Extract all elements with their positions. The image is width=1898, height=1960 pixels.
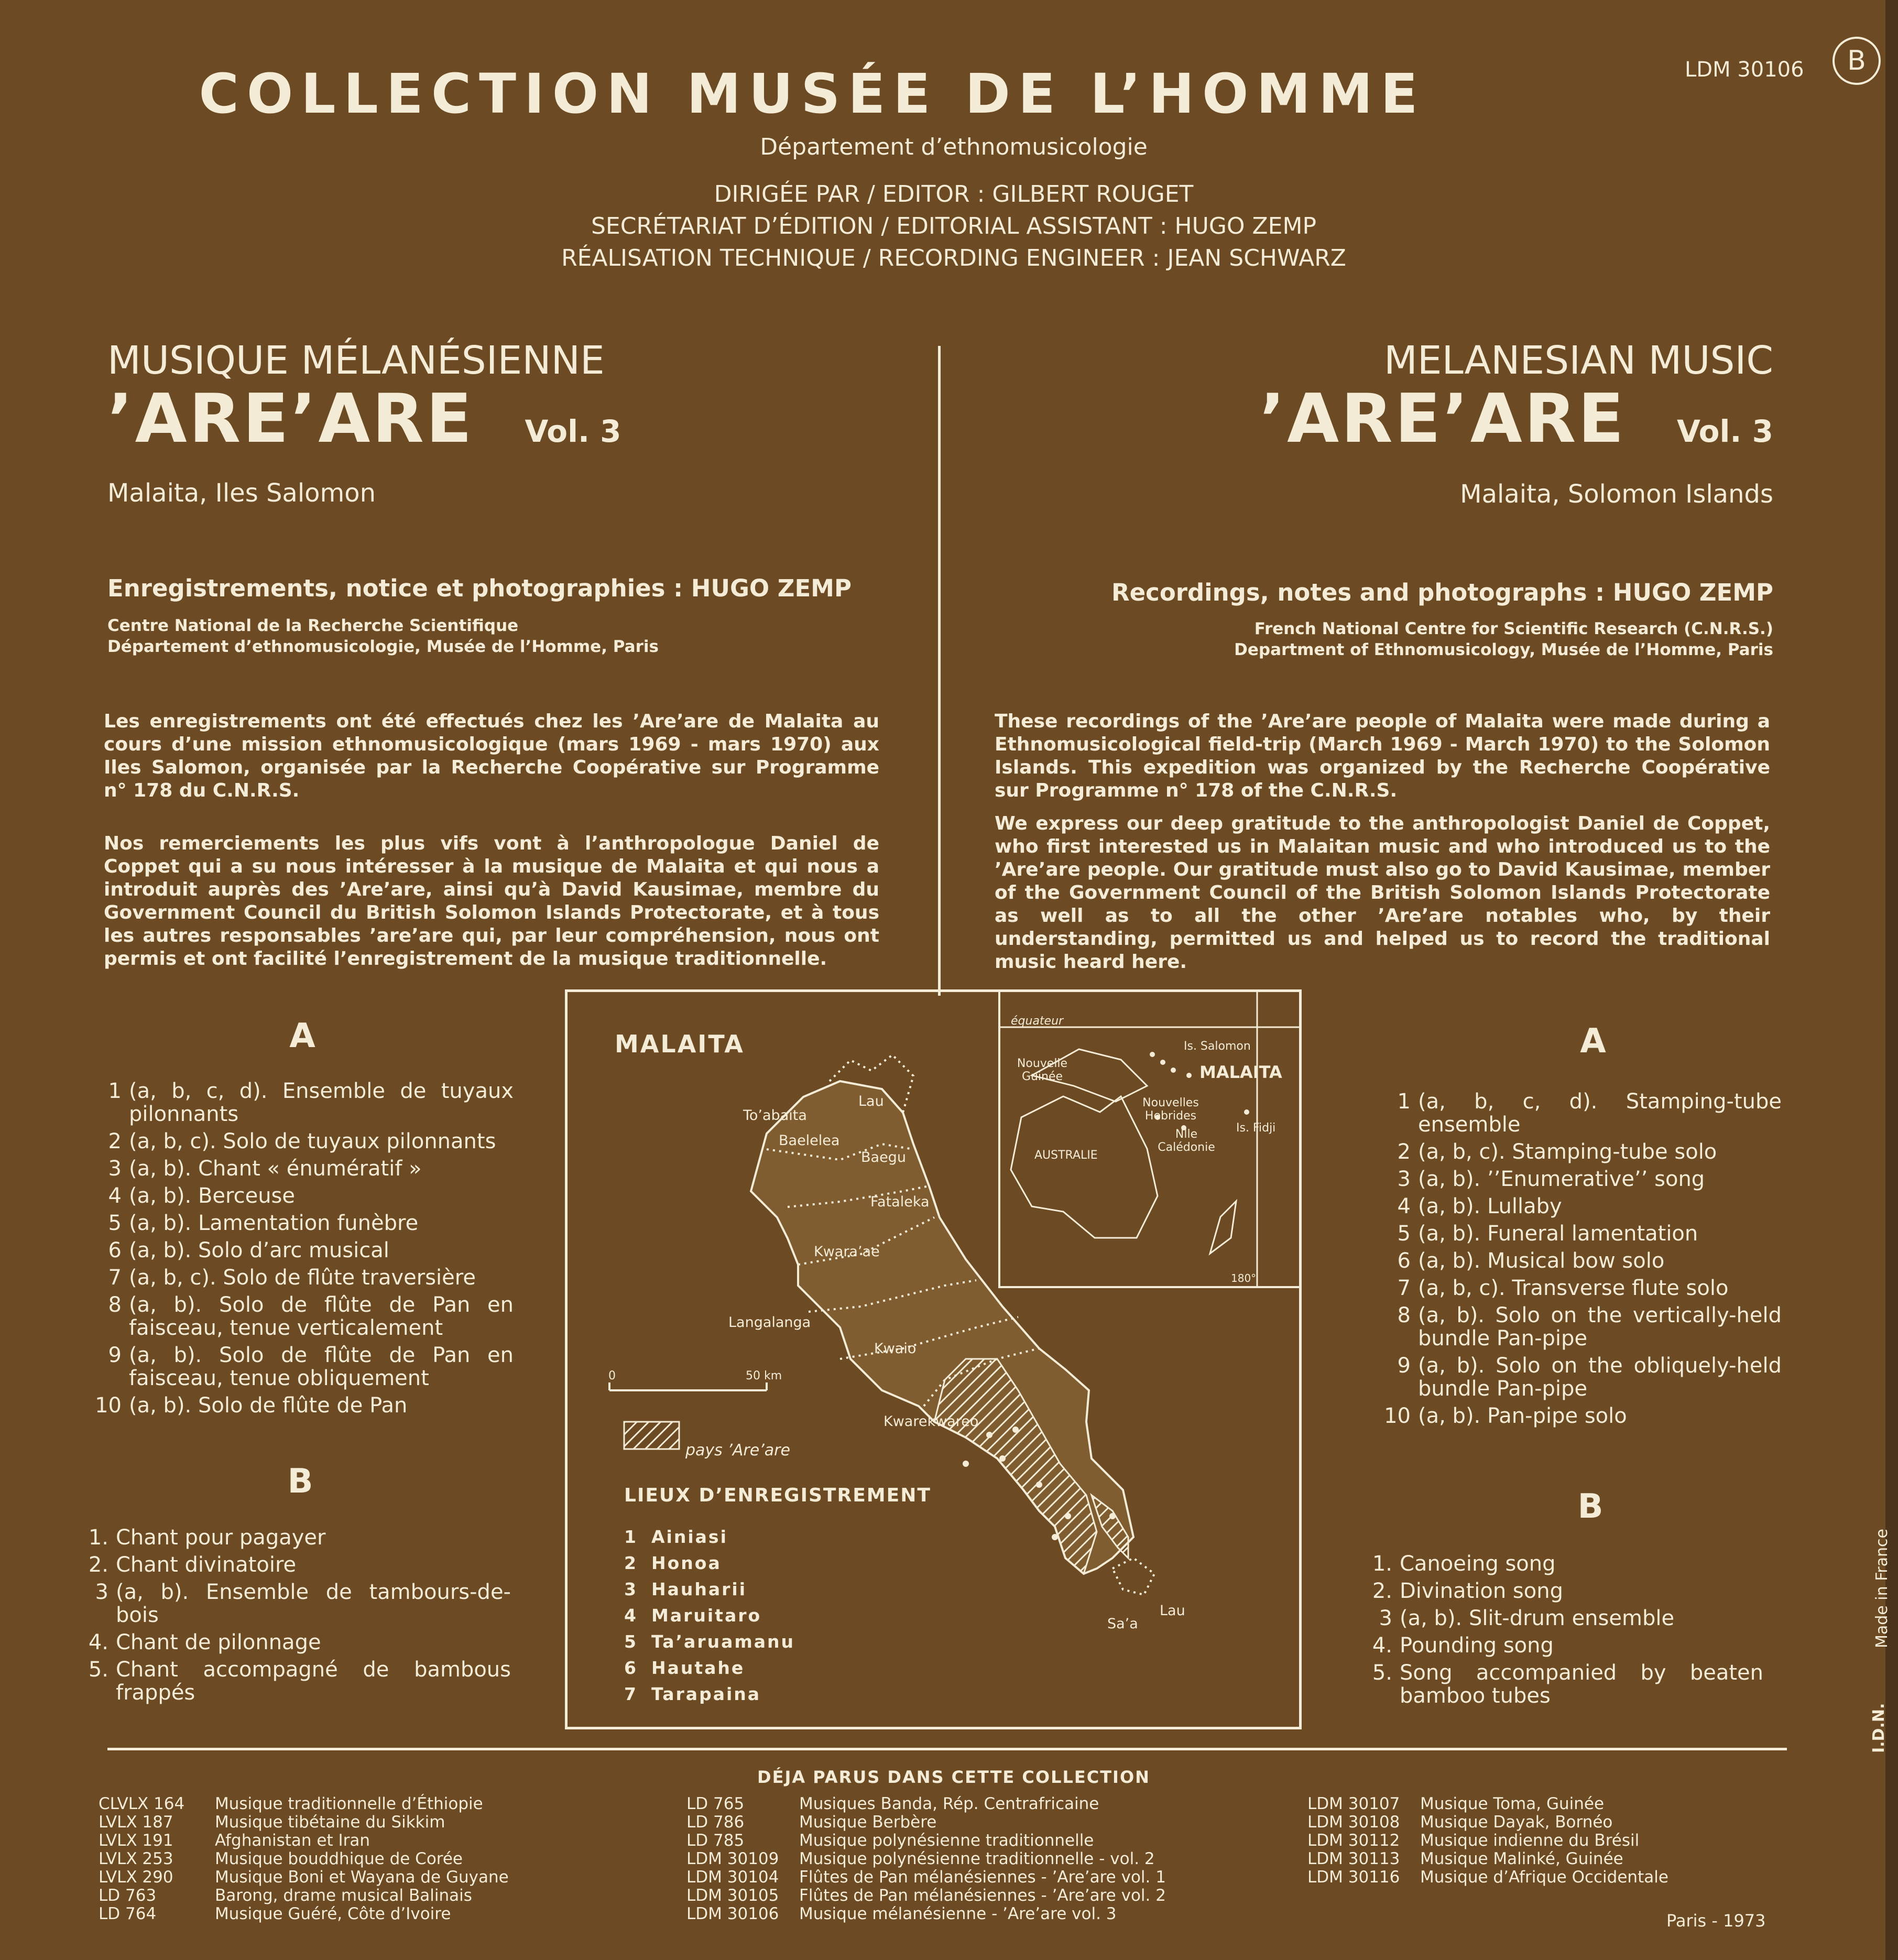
catalog-entry (99, 1850, 509, 1868)
track-item (1383, 1249, 1782, 1272)
recording-site (624, 1576, 795, 1603)
fr-credit: Enregistrements, notice et photographies : HUGO ZEMP (107, 574, 852, 602)
fr-institution-line: Département d’ethnomusicologie, Musée de l’Homme, Paris (107, 637, 659, 656)
catalog-entry-title: Flûtes de Pan mélanésiennes - ’Are’are vol. 1 (799, 1868, 1166, 1887)
recording-site (624, 1655, 795, 1681)
catalog-entry-number: LD 765 (686, 1794, 745, 1813)
fr-institution (107, 615, 659, 657)
catalog-entry (1307, 1868, 1668, 1887)
catalog-entry-number: LDM 30105 (686, 1886, 779, 1905)
inset-guinea: Nouvelle Guinée (1017, 1057, 1068, 1083)
track-number: 3 (1379, 1606, 1392, 1630)
track-number: 1. (1372, 1552, 1392, 1576)
track-number: 10 (1384, 1404, 1411, 1428)
track-number: 5. (88, 1658, 108, 1682)
inset-map-drawing (1000, 992, 1300, 1286)
fr-location: Malaita, Iles Salomon (107, 478, 376, 508)
fr-subtitle: MUSIQUE MÉLANÉSIENNE (107, 338, 605, 383)
track-title: Song accompanied by beaten bamboo tubes (1400, 1661, 1763, 1708)
track-number: 4 (108, 1184, 122, 1208)
recording-site (624, 1603, 795, 1629)
catalog-entry-title: Musique Boni et Wayana de Guyane (215, 1868, 509, 1887)
track-title: (a, b). Slit-drum ensemble (1400, 1606, 1675, 1630)
catalog-entry-title: Musique polynésienne traditionnelle - vol. 2 (799, 1849, 1155, 1868)
site-name: Hautahe (651, 1658, 745, 1678)
inset-hebrides: Nouvelles Hebrides (1142, 1096, 1199, 1123)
track-number: 1 (1397, 1090, 1411, 1114)
catalog-entry (99, 1905, 509, 1923)
en-institution (1234, 618, 1773, 660)
track-item (1365, 1607, 1763, 1630)
track-item (81, 1581, 511, 1627)
made-in: Made in France (1873, 1529, 1891, 1648)
catalog-entry-number: LDM 30107 (1307, 1794, 1400, 1813)
catalog-entry-title: Afghanistan et Iran (215, 1831, 370, 1850)
track-item (94, 1293, 514, 1340)
map-region-label: Lau (858, 1093, 884, 1109)
catalog-entry (1307, 1832, 1668, 1850)
catalog-entry (99, 1868, 509, 1887)
map-region-label: To’abaita (743, 1107, 807, 1124)
track-item (81, 1526, 511, 1549)
site-number: 4 (624, 1605, 638, 1626)
catalog-column-3 (1307, 1795, 1668, 1887)
catalog-entry-title: Musique Toma, Guinée (1420, 1794, 1605, 1813)
map-region-label: Baegu (861, 1149, 906, 1166)
catalog-entry-number: LD 785 (686, 1831, 745, 1850)
track-item (81, 1658, 511, 1704)
catalog-entry-title: Musique Guéré, Côte d’Ivoire (215, 1904, 451, 1923)
catalog-entry (686, 1868, 1166, 1887)
track-item (1383, 1140, 1782, 1163)
catalog-entry-title: Musiques Banda, Rép. Centrafricaine (799, 1794, 1099, 1813)
catalog-entry-title: Musique tibétaine du Sikkim (215, 1813, 445, 1832)
track-title: (a, b). Solo de flûte de Pan en faisceau, tenue verticalement (129, 1293, 514, 1340)
track-item (1383, 1168, 1782, 1191)
catalog-entry (686, 1905, 1166, 1923)
track-number: 4. (1372, 1634, 1392, 1658)
site-name: Ta’aruamanu (651, 1631, 795, 1652)
track-item (1383, 1304, 1782, 1350)
map-region-label: Lau (1160, 1603, 1185, 1619)
track-number: 1. (88, 1526, 108, 1550)
en-volume: Vol. 3 (1676, 413, 1773, 449)
catalog-entry-number: LDM 30106 (686, 1904, 779, 1923)
track-number: 5 (1397, 1222, 1411, 1246)
catalog-entry (99, 1887, 509, 1905)
en-album: ’ARE’ARE (1259, 380, 1626, 458)
map-region-label: Fataleka (870, 1194, 930, 1210)
catalog-entry (686, 1850, 1166, 1868)
track-number: 1 (108, 1079, 122, 1103)
track-number: 7 (1397, 1276, 1411, 1300)
catalog-entry (99, 1813, 509, 1832)
track-title: Canoeing song (1400, 1552, 1556, 1576)
catalog-entry-number: CLVLX 164 (99, 1794, 185, 1813)
catalog-entry-title: Musique mélanésienne - ’Are’are vol. 3 (799, 1904, 1117, 1923)
track-number: 4 (1397, 1194, 1411, 1218)
site-name: Tarapaina (651, 1684, 761, 1704)
track-item (1383, 1222, 1782, 1245)
track-item (1365, 1661, 1763, 1707)
catalog-entry-title: Musique traditionnelle d’Éthiopie (215, 1794, 483, 1813)
map-region-label: Kwarekwareo (883, 1413, 979, 1430)
side-badge: B (1832, 37, 1881, 85)
credit-line: RÉALISATION TECHNIQUE / RECORDING ENGINEER : JEAN SCHWARZ (561, 245, 1346, 271)
track-item (94, 1239, 514, 1262)
catalog-heading: DÉJA PARUS DANS CETTE COLLECTION (757, 1767, 1150, 1787)
scale-end: 50 km (746, 1369, 782, 1382)
credits (0, 178, 1898, 274)
track-title: Pounding song (1400, 1634, 1554, 1658)
catalog-entry (99, 1832, 509, 1850)
catalog-entry (686, 1813, 1166, 1832)
track-item (1383, 1090, 1782, 1136)
track-title: (a, b, c). Solo de tuyaux pilonnants (129, 1129, 496, 1153)
track-number: 8 (108, 1293, 122, 1317)
track-number: 8 (1397, 1303, 1411, 1327)
site-name: Maruitaro (651, 1605, 762, 1626)
catalog-entry-number: LDM 30108 (1307, 1813, 1400, 1832)
recording-site (624, 1550, 795, 1576)
site-name: Hauharii (651, 1579, 747, 1599)
track-title: Chant pour pagayer (116, 1526, 326, 1550)
catalog-entry (99, 1795, 509, 1813)
track-title: (a, b). Musical bow solo (1418, 1249, 1665, 1273)
track-title: (a, b). Solo de flûte de Pan en faisceau, tenue obliquement (129, 1343, 514, 1390)
en-subtitle: MELANESIAN MUSIC (1383, 338, 1773, 383)
legend-swatch (624, 1422, 679, 1449)
legend-label: pays ’Are’are (685, 1441, 790, 1460)
place-date: Paris - 1973 (1666, 1911, 1766, 1931)
sites-title: LIEUX D’ENREGISTREMENT (624, 1485, 931, 1506)
printer-mark: I.D.N. (1870, 1703, 1888, 1753)
inset-equator: équateur (1011, 1015, 1064, 1028)
track-title: (a, b). Lamentation funèbre (129, 1211, 419, 1235)
department: Département d’ethnomusicologie (760, 134, 1148, 160)
track-item (94, 1212, 514, 1235)
catalog-entry (686, 1795, 1166, 1813)
fr-album: ’ARE’ARE (107, 380, 474, 458)
track-title: (a, b, c). Transverse flute solo (1418, 1276, 1729, 1300)
track-title: (a, b). Solo d’arc musical (129, 1238, 389, 1262)
catalog-entry-number: LDM 30116 (1307, 1868, 1400, 1887)
track-title: (a, b). Lullaby (1418, 1194, 1562, 1218)
catalog-entry-title: Barong, drame musical Balinais (215, 1886, 472, 1905)
track-title: Chant de pilonnage (116, 1630, 321, 1654)
track-item (94, 1344, 514, 1390)
map-title: MALAITA (615, 1030, 745, 1058)
site-name: Honoa (651, 1553, 722, 1573)
fr-side-b-list (81, 1526, 511, 1708)
track-number: 6 (1397, 1249, 1411, 1273)
scale-bar (609, 1382, 767, 1390)
inset-australia: AUSTRALIE (1034, 1149, 1098, 1162)
en-credit: Recordings, notes and photographs : HUGO ZEMP (1111, 579, 1773, 606)
catalog-entry (686, 1832, 1166, 1850)
catalog-column-1 (99, 1795, 509, 1923)
catalog-entry-title: Musique Malinké, Guinée (1420, 1849, 1623, 1868)
en-location: Malaita, Solomon Islands (1460, 480, 1773, 509)
track-item (94, 1266, 514, 1289)
map-region-label: Baelelea (779, 1133, 840, 1149)
en-paragraph-2: We express our deep gratitude to the anthropologist Daniel de Coppet, who first interested us in Malaitan music and who introduced us to the ’Are’are people. Our gratitude must also go to David Kausimae, member of the Government Council of the British Solomon Islands Protectorate as well as to all the other ’Are’are notables who, by their understanding, permitted us and helped us to record the traditional music heard here. (995, 813, 1770, 973)
track-item (94, 1080, 514, 1126)
track-item (1383, 1277, 1782, 1300)
en-side-a-heading: A (1580, 1022, 1606, 1061)
track-title: (a, b). Chant « énumératif » (129, 1157, 422, 1181)
track-title: (a, b). Solo on the obliquely-held bundle Pan-pipe (1418, 1354, 1782, 1401)
sleeve-edge (1885, 0, 1898, 1960)
track-item (81, 1553, 511, 1576)
track-number: 6 (108, 1238, 122, 1262)
track-title: Chant accompagné de bambous frappés (116, 1658, 511, 1705)
catalog-entry (686, 1887, 1166, 1905)
catalog-number: LDM 30106 (1685, 58, 1804, 82)
track-number: 9 (1397, 1354, 1411, 1378)
en-institution-line: Department of Ethnomusicology, Musée de l’Homme, Paris (1234, 640, 1773, 659)
inset-solomon: Is. Salomon (1184, 1040, 1251, 1053)
en-album-title (1259, 380, 1773, 458)
track-number: 2 (108, 1129, 122, 1153)
track-item (1365, 1580, 1763, 1603)
track-title: (a, b, c). Solo de flûte traversière (129, 1266, 476, 1290)
en-paragraph-1: These recordings of the ’Are’are people of Malaita were made during a Ethnomusicological field-trip (March 1969 - March 1970) to the Solomon Islands. This expedition was organized by the Recherche Coopérative sur Programme n° 178 of the C.N.R.S. (995, 711, 1770, 801)
inset-meridian: 180° (1231, 1272, 1257, 1284)
track-item (1383, 1195, 1782, 1218)
track-title: (a, b, c). Stamping-tube solo (1418, 1140, 1717, 1164)
track-number: 7 (108, 1266, 122, 1290)
catalog-entry-number: LD 763 (99, 1886, 157, 1905)
sites-list (624, 1524, 795, 1707)
catalog-column-2 (686, 1795, 1166, 1923)
fr-side-a-heading: A (289, 1017, 315, 1055)
catalog-entry-title: Musique indienne du Brésil (1420, 1831, 1640, 1850)
inset-fiji: Is. Fidji (1236, 1121, 1276, 1135)
inset-malaita: MALAITA (1199, 1062, 1282, 1082)
catalog-entry-title: Musique bouddhique de Corée (215, 1849, 463, 1868)
recording-site (624, 1524, 795, 1550)
fr-paragraph-1: Les enregistrements ont été effectués chez les ’Are’are de Malaita au cours d’une mission ethnomusicologique (mars 1969 - mars 1970) aux Iles Salomon, organisée par la Recherche Coopérative sur Programme n° 178 du C.N.R.S. (104, 711, 879, 801)
site-number: 6 (624, 1658, 638, 1678)
en-side-b-heading: B (1577, 1487, 1604, 1526)
track-number: 5. (1372, 1661, 1392, 1685)
track-title: (a, b). ’’Enumerative’’ song (1418, 1167, 1705, 1191)
catalog-entry-number: LDM 30104 (686, 1868, 779, 1887)
track-number: 2. (1372, 1579, 1392, 1603)
track-title: Divination song (1400, 1579, 1563, 1603)
track-number: 3 (1397, 1167, 1411, 1191)
catalog-entry-number: LD 786 (686, 1813, 745, 1832)
fr-volume: Vol. 3 (525, 413, 621, 449)
catalog-entry (1307, 1795, 1668, 1813)
track-number: 5 (108, 1211, 122, 1235)
track-title: (a, b). Pan-pipe solo (1418, 1404, 1627, 1428)
catalog-entry-number: LD 764 (99, 1904, 157, 1923)
track-number: 9 (108, 1343, 122, 1367)
catalog-entry (1307, 1850, 1668, 1868)
catalog-entry-number: LDM 30113 (1307, 1849, 1400, 1868)
en-side-a-list (1383, 1090, 1782, 1432)
catalog-entry-title: Musique Dayak, Bornéo (1420, 1813, 1613, 1832)
track-number: 2 (1397, 1140, 1411, 1164)
fr-institution-line: Centre National de la Recherche Scientifique (107, 616, 519, 635)
track-number: 10 (95, 1393, 122, 1418)
track-title: (a, b). Ensemble de tambours-de-bois (116, 1580, 511, 1627)
catalog-entry-number: LVLX 253 (99, 1849, 173, 1868)
catalog-entry-title: Musique polynésienne traditionnelle (799, 1831, 1094, 1850)
track-item (94, 1130, 514, 1153)
en-institution-line: French National Centre for Scientific Research (C.N.R.S.) (1254, 619, 1773, 638)
catalog-entry-title: Flûtes de Pan mélanésiennes - ’Are’are vol. 2 (799, 1886, 1166, 1905)
track-title: (a, b). Solo on the vertically-held bundle Pan-pipe (1418, 1303, 1782, 1351)
recording-site (624, 1629, 795, 1655)
fr-paragraph-2: Nos remerciements les plus vifs vont à l’anthropologue Daniel de Coppet qui a su nous intéresser à la musique de Malaita et qui nous a introduit auprès des ’Are’are, ainsi qu’à David Kausimae, membre du Government Council du British Solomon Islands Protectorate, et à tous les autres responsables ’are’are qui, par leur compréhension, nous ont permis et ont facilité l’enregistrement de la musique traditionnelle. (104, 833, 879, 970)
catalog-entry (1307, 1813, 1668, 1832)
recording-site (624, 1681, 795, 1707)
map-region-label: Kwaio (874, 1341, 917, 1357)
track-title: (a, b). Funeral lamentation (1418, 1222, 1698, 1246)
track-item (94, 1184, 514, 1207)
credit-line: DIRIGÉE PAR / EDITOR : GILBERT ROUGET (714, 181, 1194, 208)
track-item (1383, 1404, 1782, 1428)
credit-line: SECRÉTARIAT D’ÉDITION / EDITORIAL ASSISTANT : HUGO ZEMP (591, 213, 1316, 239)
fr-side-b-heading: B (287, 1462, 313, 1501)
catalog-entry-title: Musique d’Afrique Occidentale (1420, 1868, 1668, 1887)
fr-album-title (107, 380, 621, 458)
catalog-entry-number: LDM 30112 (1307, 1831, 1400, 1850)
track-item (1365, 1552, 1763, 1575)
track-number: 3 (95, 1580, 108, 1604)
track-number: 2. (88, 1553, 108, 1577)
inset-map (998, 989, 1302, 1288)
site-number: 1 (624, 1527, 638, 1547)
site-number: 5 (624, 1631, 638, 1652)
catalog-entry-number: LVLX 290 (99, 1868, 173, 1887)
scale-start: 0 (608, 1369, 616, 1382)
track-item (94, 1394, 514, 1417)
track-item (1365, 1634, 1763, 1657)
track-title: (a, b). Solo de flûte de Pan (129, 1393, 408, 1418)
track-title: (a, b). Berceuse (129, 1184, 295, 1208)
fr-side-a-list (94, 1080, 514, 1421)
track-item (94, 1157, 514, 1180)
track-item (81, 1631, 511, 1654)
footer-rule (107, 1748, 1787, 1750)
catalog-entry-title: Musique Berbère (799, 1813, 937, 1832)
catalog-entry-number: LVLX 191 (99, 1831, 173, 1850)
collection-title: COLLECTION MUSÉE DE L’HOMME (199, 62, 1426, 126)
track-item (1383, 1354, 1782, 1400)
track-number: 3 (108, 1157, 122, 1181)
track-title: (a, b, c, d). Ensemble de tuyaux pilonnants (129, 1079, 514, 1126)
inset-caledonia: Nlle Calédonie (1158, 1128, 1215, 1154)
track-title: Chant divinatoire (116, 1553, 297, 1577)
catalog-entry-number: LVLX 187 (99, 1813, 173, 1832)
site-name: Ainiasi (651, 1527, 728, 1547)
track-number: 4. (88, 1630, 108, 1654)
new-zealand-shape (1210, 1201, 1236, 1254)
track-title: (a, b, c, d). Stamping-tube ensemble (1418, 1090, 1782, 1137)
site-number: 3 (624, 1579, 638, 1599)
site-number: 7 (624, 1684, 638, 1704)
map-region-label: Sa’a (1107, 1616, 1138, 1632)
map-region-label: Kwara’ae (814, 1244, 880, 1260)
catalog-entry-number: LDM 30109 (686, 1849, 779, 1868)
map-region-label: Langalanga (728, 1314, 811, 1331)
column-divider (938, 346, 941, 996)
site-number: 2 (624, 1553, 638, 1573)
en-side-b-list (1365, 1552, 1763, 1712)
